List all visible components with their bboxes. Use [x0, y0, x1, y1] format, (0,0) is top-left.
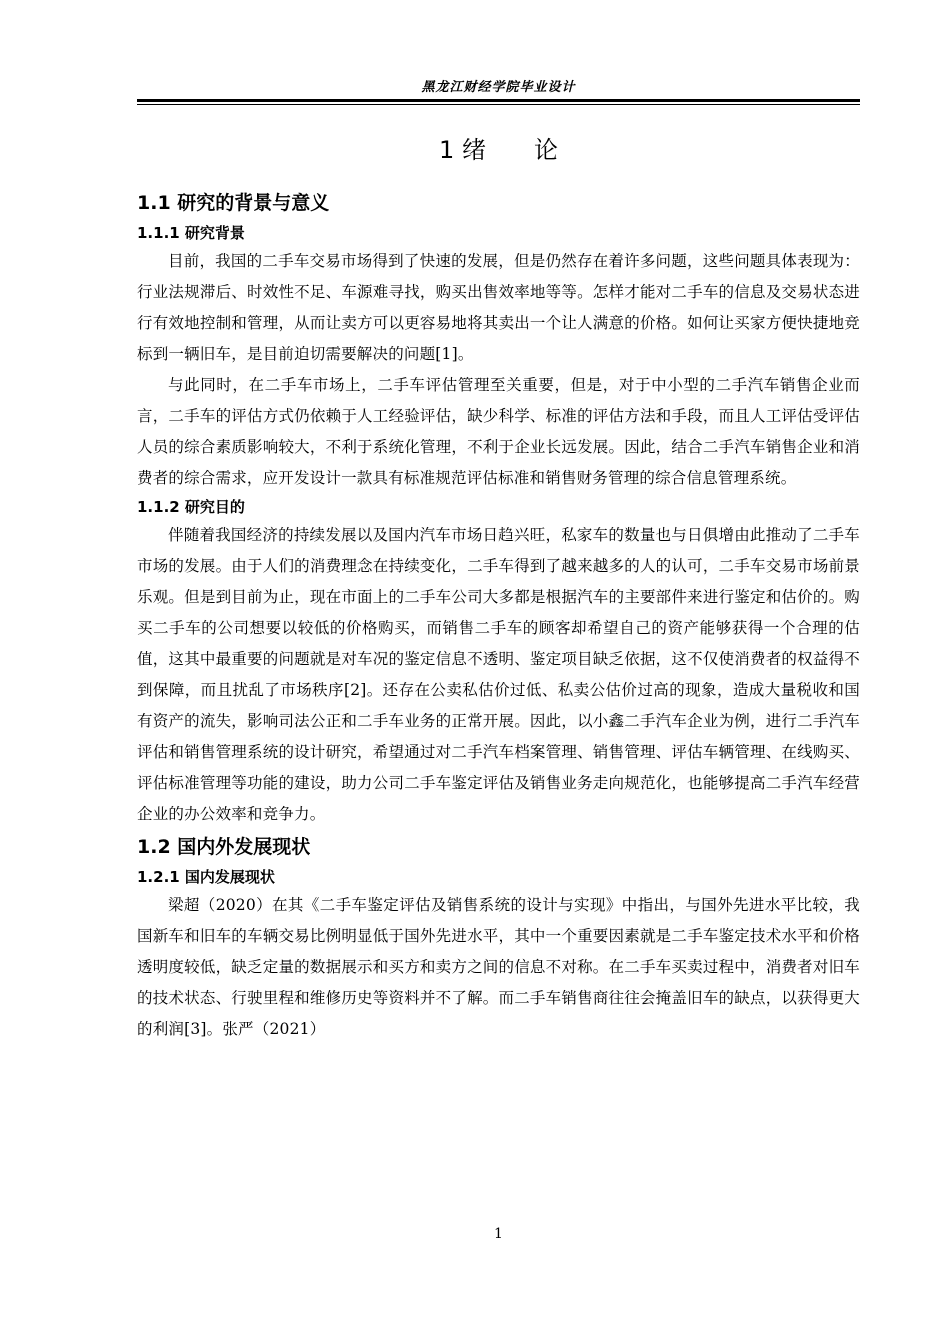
subsection-heading-1-1-2: 1.1.2 研究目的	[137, 498, 245, 516]
body-content	[137, 186, 860, 1045]
page-number: 1	[494, 1226, 503, 1242]
section-heading-1-2: 1.2 国内外发展现状	[137, 836, 311, 858]
header-rule-thin	[137, 104, 860, 105]
paragraph: 梁超（2020）在其《二手车鉴定评估及销售系统的设计与实现》中指出，与国外先进水平比较，我国新车和旧车的车辆交易比例明显低于国外先进水平，其中一个重要因素就是二手车鉴定技术水平和价格透明度较低，缺乏定量的数据展示和买方和卖方之间的信息不对称。在二手车买卖过程中，消费者对旧车的技术状态、行驶里程和维修历史等资料并不了解。而二手车销售商往往会掩盖旧车的缺点，以获得更大的利润[3]。张严（2021）	[137, 896, 860, 1038]
header-rule-thick	[137, 99, 860, 102]
section-heading-1-1: 1.1 研究的背景与意义	[137, 192, 330, 214]
subsection-heading-1-2-1: 1.2.1 国内发展现状	[137, 868, 275, 886]
running-header: 黑龙江财经学院毕业设计	[421, 80, 576, 95]
paragraph: 与此同时，在二手车市场上，二手车评估管理至关重要，但是，对于中小型的二手汽车销售企业而言，二手车的评估方式仍依赖于人工经验评估，缺少科学、标准的评估方法和手段，而且人工评估受评估人员的综合素质影响较大，不利于系统化管理，不利于企业长远发展。因此，结合二手汽车销售企业和消费者的综合需求，应开发设计一款具有标准规范评估标准和销售财务管理的综合信息管理系统。	[137, 376, 860, 487]
chapter-title: 1 绪 论	[439, 136, 558, 164]
paragraph: 伴随着我国经济的持续发展以及国内汽车市场日趋兴旺，私家车的数量也与日俱增由此推动了二手车市场的发展。由于人们的消费理念在持续变化，二手车得到了越来越多的人的认可，二手车交易市场前景乐观。但是到目前为止，现在市面上的二手车公司大多都是根据汽车的主要部件来进行鉴定和估价的。购买二手车的公司想要以较低的价格购买，而销售二手车的顾客却希望自己的资产能够获得一个合理的估值，这其中最重要的问题就是对车况的鉴定信息不透明、鉴定项目缺乏依据，这不仅使消费者的权益得不到保障，而且扰乱了市场秩序[2]。还存在公卖私估价过低、私卖公估价过高的现象，造成大量税收和国有资产的流失，影响司法公正和二手车业务的正常开展。因此，以小鑫二手汽车企业为例，进行二手汽车评估和销售管理系统的设计研究，希望通过对二手汽车档案管理、销售管理、评估车辆管理、在线购买、评估标准管理等功能的建设，助力公司二手车鉴定评估及销售业务走向规范化，也能够提高二手汽车经营企业的办公效率和竞争力。	[137, 526, 860, 823]
subsection-heading-1-1-1: 1.1.1 研究背景	[137, 224, 245, 242]
paragraph: 目前，我国的二手车交易市场得到了快速的发展，但是仍然存在着许多问题，这些问题具体表现为：行业法规滞后、时效性不足、车源难寻找，购买出售效率地等等。怎样才能对二手车的信息及交易状态进行有效地控制和管理，从而让卖方可以更容易地将其卖出一个让人满意的价格。如何让买家方便快捷地竞标到一辆旧车，是目前迫切需要解决的问题[1]。	[137, 252, 860, 363]
